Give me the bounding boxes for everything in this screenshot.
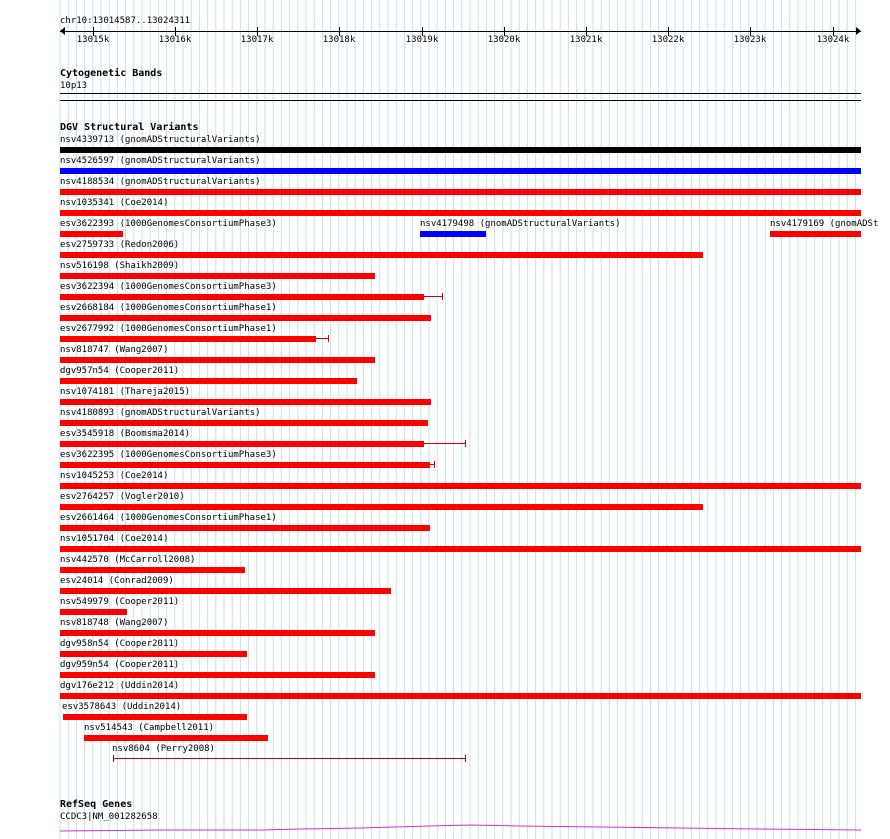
dgv-feature-bar[interactable] — [63, 714, 247, 720]
refseq-gene-label[interactable]: CCDC3|NM_001282658 — [60, 812, 158, 822]
dgv-track-title[interactable]: DGV Structural Variants — [60, 122, 199, 133]
dgv-feature-label[interactable]: esv3545918 (Boomsma2014) — [60, 429, 191, 439]
refseq-gene-feature[interactable] — [0, 822, 890, 834]
ruler-right-arrow-icon — [856, 27, 861, 35]
dgv-feature-label[interactable]: nsv549979 (Cooper2011) — [60, 597, 180, 607]
dgv-feature-bar[interactable] — [60, 273, 375, 279]
ruler-tick-label: 13018k — [322, 35, 356, 45]
dgv-feature-label[interactable]: esv3622393 (1000GenomesConsortiumPhase3) — [60, 219, 277, 229]
dgv-feature-bar[interactable] — [60, 210, 861, 216]
dgv-feature-label[interactable]: nsv1051704 (Coe2014) — [60, 534, 169, 544]
dgv-feature-bar[interactable] — [60, 315, 431, 321]
dgv-feature-cap — [113, 755, 114, 762]
dgv-feature-bar[interactable] — [60, 168, 861, 174]
dgv-feature-label[interactable]: nsv4179498 (gnomADStructuralVariants) — [420, 219, 621, 229]
dgv-feature-bar[interactable] — [60, 420, 428, 426]
refseq-track-title[interactable]: RefSeq Genes — [60, 799, 133, 810]
dgv-feature-label[interactable]: nsv818747 (Wang2007) — [60, 345, 169, 355]
dgv-feature-bar[interactable] — [60, 567, 245, 573]
dgv-feature-bar[interactable] — [60, 693, 861, 699]
dgv-feature-cap — [328, 335, 329, 342]
dgv-feature-bar[interactable] — [60, 525, 430, 531]
dgv-feature-label[interactable]: nsv8604 (Perry2008) — [112, 744, 215, 754]
dgv-feature-whisker — [424, 443, 465, 444]
dgv-feature-label[interactable]: dgv957n54 (Cooper2011) — [60, 366, 180, 376]
cytoband-label: 10p13 — [60, 81, 88, 91]
dgv-feature-bar[interactable] — [60, 651, 247, 657]
ruler-left-arrow-icon — [60, 27, 65, 35]
dgv-feature-label[interactable]: dgv176e212 (Uddin2014) — [60, 681, 180, 691]
ruler-tick-label: 13022k — [651, 35, 685, 45]
cytoband-bar-top — [60, 93, 861, 94]
dgv-feature-line[interactable] — [113, 758, 465, 759]
dgv-feature-bar[interactable] — [60, 588, 391, 594]
ruler-axis — [60, 31, 861, 32]
dgv-feature-cap — [434, 461, 435, 468]
dgv-feature-bar[interactable] — [60, 609, 127, 615]
dgv-feature-bar[interactable] — [60, 630, 375, 636]
dgv-feature-label[interactable]: esv2759733 (Redon2006) — [60, 240, 180, 250]
ruler-tick-label: 13015k — [76, 35, 110, 45]
dgv-feature-bar[interactable] — [770, 231, 861, 237]
dgv-feature-bar[interactable] — [60, 441, 424, 447]
cytoband-bar-bottom — [60, 100, 861, 101]
ruler-tick-label: 13024k — [816, 35, 850, 45]
dgv-feature-label[interactable]: esv24014 (Conrad2009) — [60, 576, 174, 586]
dgv-feature-label[interactable]: nsv4180893 (gnomADStructuralVariants) — [60, 408, 261, 418]
dgv-feature-label[interactable]: esv2764257 (Vogler2010) — [60, 492, 185, 502]
ruler-tick-label: 13019k — [405, 35, 439, 45]
ruler-location: chr10:13014587..13024311 — [60, 16, 191, 26]
dgv-feature-label[interactable]: nsv4179169 (gnomADSt — [770, 219, 879, 229]
dgv-feature-bar[interactable] — [60, 252, 703, 258]
dgv-feature-cap — [465, 440, 466, 447]
ruler-tick-label: 13017k — [240, 35, 274, 45]
dgv-feature-bar[interactable] — [60, 672, 375, 678]
dgv-feature-label[interactable]: esv2661464 (1000GenomesConsortiumPhase1) — [60, 513, 277, 523]
dgv-feature-label[interactable]: esv3622395 (1000GenomesConsortiumPhase3) — [60, 450, 277, 460]
dgv-feature-whisker — [316, 338, 328, 339]
dgv-feature-label[interactable]: nsv1035341 (Coe2014) — [60, 198, 169, 208]
dgv-feature-label[interactable]: nsv514543 (Campbell2011) — [84, 723, 215, 733]
dgv-feature-label[interactable]: esv2668184 (1000GenomesConsortiumPhase1) — [60, 303, 277, 313]
cytoband-track-title[interactable]: Cytogenetic Bands — [60, 68, 163, 79]
dgv-feature-label[interactable]: dgv959n54 (Cooper2011) — [60, 660, 180, 670]
dgv-feature-bar[interactable] — [420, 231, 486, 237]
dgv-feature-label[interactable]: esv3578643 (Uddin2014) — [62, 702, 182, 712]
dgv-feature-bar[interactable] — [60, 378, 357, 384]
dgv-feature-label[interactable]: nsv1074181 (Thareja2015) — [60, 387, 191, 397]
dgv-feature-bar[interactable] — [60, 294, 424, 300]
dgv-feature-label[interactable]: nsv4188534 (gnomADStructuralVariants) — [60, 177, 261, 187]
dgv-feature-bar[interactable] — [60, 189, 861, 195]
dgv-feature-whisker — [424, 296, 442, 297]
dgv-feature-bar[interactable] — [60, 147, 861, 153]
dgv-feature-label[interactable]: nsv516198 (Shaikh2009) — [60, 261, 180, 271]
dgv-feature-bar[interactable] — [60, 504, 703, 510]
dgv-feature-label[interactable]: nsv1045253 (Coe2014) — [60, 471, 169, 481]
dgv-feature-bar[interactable] — [60, 357, 375, 363]
dgv-feature-label[interactable]: nsv442570 (McCarroll2008) — [60, 555, 196, 565]
dgv-feature-cap — [465, 755, 466, 762]
dgv-feature-bar[interactable] — [60, 336, 316, 342]
dgv-feature-cap — [442, 293, 443, 300]
ruler-tick-label: 13016k — [158, 35, 192, 45]
ruler-tick-label: 13021k — [569, 35, 603, 45]
ruler-tick-label: 13023k — [733, 35, 767, 45]
dgv-feature-label[interactable]: esv2677992 (1000GenomesConsortiumPhase1) — [60, 324, 277, 334]
dgv-feature-bar[interactable] — [60, 399, 431, 405]
dgv-feature-bar[interactable] — [60, 462, 430, 468]
dgv-feature-label[interactable]: nsv4339713 (gnomADStructuralVariants) — [60, 135, 261, 145]
dgv-feature-label[interactable]: nsv4526597 (gnomADStructuralVariants) — [60, 156, 261, 166]
dgv-feature-bar[interactable] — [60, 483, 861, 489]
dgv-feature-label[interactable]: dgv958n54 (Cooper2011) — [60, 639, 180, 649]
ruler-tick-label: 13020k — [487, 35, 521, 45]
dgv-feature-label[interactable]: esv3622394 (1000GenomesConsortiumPhase3) — [60, 282, 277, 292]
dgv-feature-bar[interactable] — [60, 546, 861, 552]
dgv-feature-bar[interactable] — [60, 231, 123, 237]
dgv-feature-label[interactable]: nsv818748 (Wang2007) — [60, 618, 169, 628]
dgv-feature-bar[interactable] — [84, 735, 268, 741]
